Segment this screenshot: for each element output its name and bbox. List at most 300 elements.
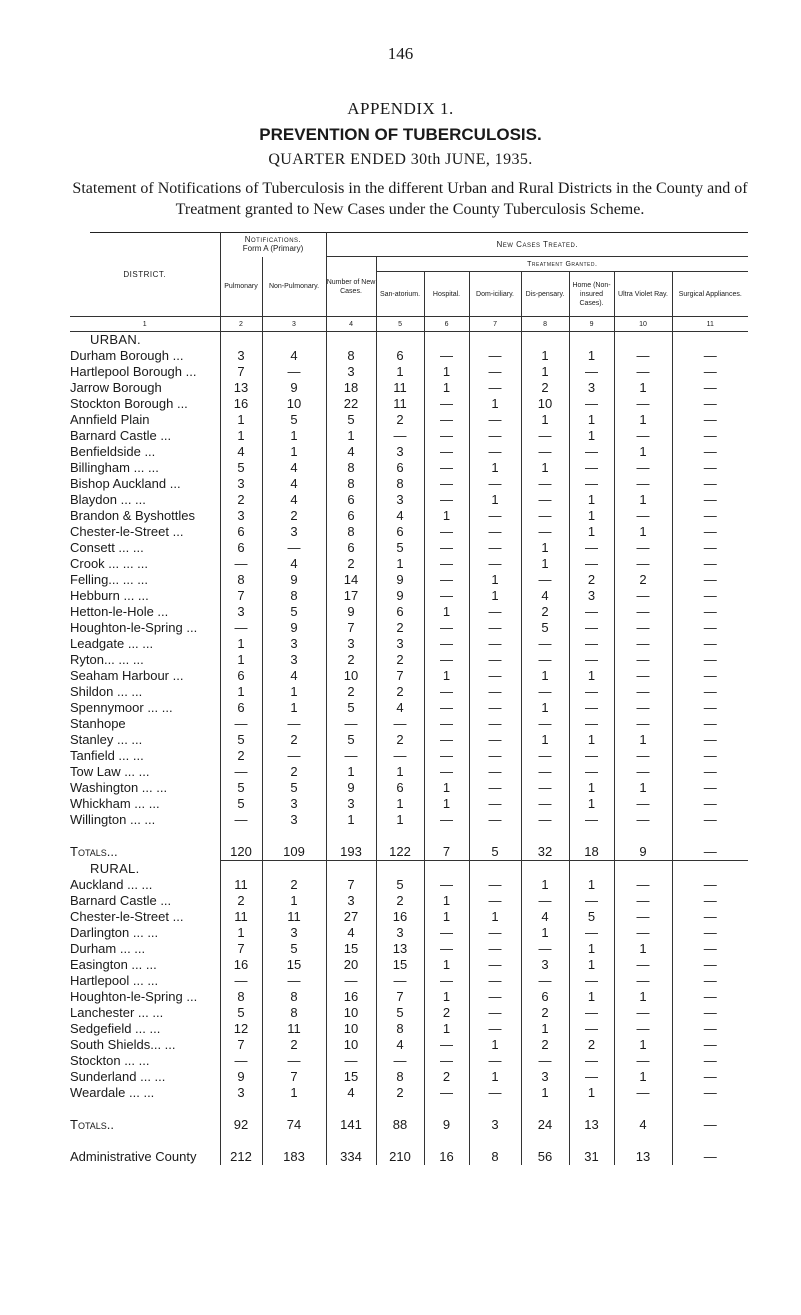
empty-cell	[469, 1101, 521, 1117]
table-cell: 7	[220, 941, 262, 957]
table-cell: 15	[262, 957, 326, 973]
table-cell: —	[424, 925, 469, 941]
district-name: Jarrow Borough	[70, 380, 162, 395]
table-cell: 6	[326, 492, 376, 508]
table-cell: 1	[614, 732, 672, 748]
table-cell: —	[469, 716, 521, 732]
table-cell: 2	[424, 1069, 469, 1085]
table-row	[70, 748, 748, 764]
urban-section	[70, 332, 748, 349]
empty-cell	[376, 828, 424, 844]
table-cell: —	[569, 444, 614, 460]
district-name: Hartlepool Borough ...	[70, 364, 197, 379]
empty-cell	[70, 828, 220, 844]
table-cell: —	[672, 636, 748, 652]
district-name: Hetton-le-Hole ...	[70, 604, 169, 619]
urban-section-label: URBAN.	[90, 332, 141, 347]
table-cell: 2	[376, 412, 424, 428]
table-cell: —	[672, 540, 748, 556]
table-cell: 13	[614, 1149, 672, 1165]
table-cell: 3	[262, 812, 326, 828]
table-cell: 3	[262, 524, 326, 540]
table-cell: 9	[376, 572, 424, 588]
empty-cell	[376, 1101, 424, 1117]
pulmonary-header: Pulmonary	[220, 257, 262, 317]
table-cell: 1	[521, 412, 569, 428]
table-cell: —	[262, 540, 326, 556]
table-cell: —	[220, 973, 262, 989]
table-cell: —	[424, 1037, 469, 1053]
table-cell: 4	[376, 508, 424, 524]
table-row	[70, 444, 748, 460]
table-cell: 9	[326, 780, 376, 796]
table-cell: 1	[262, 700, 326, 716]
table-cell: 8	[376, 476, 424, 492]
table-row	[70, 636, 748, 652]
empty-cell	[614, 861, 672, 878]
empty-cell	[672, 332, 748, 349]
table-cell: 4	[262, 348, 326, 364]
table-cell: —	[672, 588, 748, 604]
table-cell: —	[614, 748, 672, 764]
table-cell: 1	[569, 1085, 614, 1101]
district-name: Seaham Harbour ...	[70, 668, 184, 683]
table-cell: 1	[614, 780, 672, 796]
table-cell: —	[672, 700, 748, 716]
table-cell: —	[614, 1053, 672, 1069]
table-cell: 1	[521, 732, 569, 748]
table-cell: —	[672, 957, 748, 973]
table-cell: —	[614, 476, 672, 492]
rural-section	[70, 861, 748, 878]
table-cell: 2	[326, 684, 376, 700]
table-cell: 27	[326, 909, 376, 925]
table-row	[70, 476, 748, 492]
district-name: Darlington ... ...	[70, 925, 159, 940]
table-cell: —	[376, 428, 424, 444]
column-number: 9	[569, 317, 614, 332]
table-cell: 1	[614, 989, 672, 1005]
table-row	[70, 812, 748, 828]
table-cell: 16	[220, 957, 262, 973]
table-cell: —	[469, 877, 521, 893]
table-row	[70, 893, 748, 909]
empty-cell	[672, 1133, 748, 1149]
table-cell: 1	[569, 957, 614, 973]
district-name: Bishop Auckland ...	[70, 476, 181, 491]
table-cell: —	[469, 700, 521, 716]
district-name: Durham Borough ...	[70, 348, 184, 363]
table-cell: —	[672, 508, 748, 524]
table-cell: 5	[220, 460, 262, 476]
table-cell: 2	[220, 492, 262, 508]
empty-cell	[614, 1133, 672, 1149]
table-cell: 3	[376, 492, 424, 508]
table-cell: —	[569, 716, 614, 732]
table-cell: 2	[521, 604, 569, 620]
district-name: Auckland ... ...	[70, 877, 153, 892]
new-cases-header: New Cases Treated.	[326, 232, 748, 257]
district-name: Billingham ... ...	[70, 460, 159, 475]
table-row	[70, 396, 748, 412]
table-cell: —	[614, 652, 672, 668]
appendix-title: APPENDIX 1.	[347, 99, 454, 118]
table-cell: —	[569, 973, 614, 989]
table-cell: —	[614, 540, 672, 556]
table-cell: —	[469, 540, 521, 556]
table-cell: —	[672, 428, 748, 444]
table-cell: —	[424, 444, 469, 460]
table-cell: 13	[376, 941, 424, 957]
table-cell: 5	[220, 1005, 262, 1021]
table-cell: 1	[569, 428, 614, 444]
table-cell: —	[672, 989, 748, 1005]
table-cell: 2	[376, 1085, 424, 1101]
table-cell: 2	[376, 620, 424, 636]
table-cell: 2	[262, 508, 326, 524]
table-cell: 16	[424, 1149, 469, 1165]
table-cell: —	[521, 444, 569, 460]
table-cell: 3	[326, 636, 376, 652]
table-cell: 1	[569, 989, 614, 1005]
table-cell: 1	[469, 588, 521, 604]
table-cell: —	[424, 941, 469, 957]
district-name: Chester-le-Street ...	[70, 524, 184, 539]
table-cell: —	[521, 428, 569, 444]
table-cell: —	[569, 460, 614, 476]
empty-cell	[469, 861, 521, 878]
table-cell: —	[672, 396, 748, 412]
district-name: Administrative County	[70, 1149, 197, 1164]
table-cell: 8	[326, 524, 376, 540]
column-number: 3	[262, 317, 326, 332]
table-cell: 7	[326, 620, 376, 636]
table-cell: —	[469, 364, 521, 380]
table-cell: —	[376, 1053, 424, 1069]
empty-cell	[424, 861, 469, 878]
table-cell: 122	[376, 844, 424, 861]
table-cell: 11	[220, 909, 262, 925]
table-cell: —	[424, 556, 469, 572]
empty-cell	[521, 332, 569, 349]
district-name: Sunderland ... ...	[70, 1069, 166, 1084]
column-number: 11	[672, 317, 748, 332]
table-cell: —	[672, 364, 748, 380]
table-cell: —	[672, 620, 748, 636]
table-cell: —	[672, 556, 748, 572]
table-body	[70, 332, 748, 1166]
table-row	[70, 540, 748, 556]
table-cell: 1	[569, 796, 614, 812]
empty-cell	[672, 1101, 748, 1117]
table-cell: 8	[326, 476, 376, 492]
table-cell: —	[672, 941, 748, 957]
empty-cell	[262, 1133, 326, 1149]
table-cell: 7	[220, 1037, 262, 1053]
district-name: Felling... ... ...	[70, 572, 149, 587]
table-cell: 5	[521, 620, 569, 636]
table-row	[70, 684, 748, 700]
table-cell: 1	[424, 780, 469, 796]
table-cell: —	[424, 572, 469, 588]
table-cell: —	[614, 428, 672, 444]
table-cell: 9	[424, 1117, 469, 1133]
table-cell: 1	[614, 492, 672, 508]
table-cell: 1	[424, 380, 469, 396]
table-cell: 18	[326, 380, 376, 396]
table-cell: 1	[262, 444, 326, 460]
district-name: Easington ... ...	[70, 957, 157, 972]
table-cell: 1	[262, 428, 326, 444]
table-cell: 4	[521, 588, 569, 604]
table-cell: —	[424, 396, 469, 412]
empty-cell	[569, 1101, 614, 1117]
empty-cell	[569, 861, 614, 878]
empty-cell	[70, 1101, 220, 1117]
table-cell: 31	[569, 1149, 614, 1165]
table-cell: 4	[262, 476, 326, 492]
table-cell: —	[614, 812, 672, 828]
table-cell: 3	[262, 652, 326, 668]
table-cell: —	[424, 460, 469, 476]
table-cell: 1	[262, 684, 326, 700]
table-cell: 9	[326, 604, 376, 620]
admin-spacer	[70, 1133, 748, 1149]
table-cell: —	[614, 1085, 672, 1101]
table-cell: —	[469, 732, 521, 748]
table-cell: 7	[220, 364, 262, 380]
table-cell: 2	[424, 1005, 469, 1021]
table-row	[70, 877, 748, 893]
table-cell: —	[614, 764, 672, 780]
empty-cell	[521, 1133, 569, 1149]
table-cell: —	[376, 973, 424, 989]
table-row	[70, 412, 748, 428]
table-cell: —	[424, 524, 469, 540]
table-cell: —	[614, 396, 672, 412]
table-cell: 88	[376, 1117, 424, 1133]
table-cell: —	[469, 428, 521, 444]
table-cell: —	[672, 1069, 748, 1085]
table-row	[70, 764, 748, 780]
district-name: Houghton-le-Spring ...	[70, 989, 198, 1004]
table-cell: —	[469, 1085, 521, 1101]
table-cell: 10	[326, 668, 376, 684]
table-cell: —	[672, 796, 748, 812]
table-cell: 1	[569, 780, 614, 796]
table-cell: —	[469, 1053, 521, 1069]
table-cell: —	[376, 748, 424, 764]
table-cell: 1	[262, 893, 326, 909]
table-cell: —	[672, 684, 748, 700]
table-cell: —	[672, 909, 748, 925]
table-cell: —	[614, 1021, 672, 1037]
table-cell: 3	[469, 1117, 521, 1133]
table-row	[70, 364, 748, 380]
empty-cell	[220, 861, 262, 878]
table-row	[70, 1037, 748, 1053]
table-cell: 16	[376, 909, 424, 925]
table-cell: 1	[614, 380, 672, 396]
empty-cell	[220, 828, 262, 844]
table-cell: 7	[326, 877, 376, 893]
table-cell: 5	[262, 604, 326, 620]
table-cell: 6	[376, 780, 424, 796]
table-cell: —	[569, 556, 614, 572]
table-cell: 1	[614, 444, 672, 460]
district-name: Stockton Borough ...	[70, 396, 188, 411]
table-cell: —	[469, 684, 521, 700]
table-cell: 5	[376, 540, 424, 556]
table-cell: —	[469, 652, 521, 668]
table-cell: 109	[262, 844, 326, 861]
table-row	[70, 716, 748, 732]
table-cell: —	[469, 796, 521, 812]
table-cell: 8	[220, 989, 262, 1005]
table-cell: 1	[424, 1021, 469, 1037]
table-row	[70, 941, 748, 957]
table-row	[70, 460, 748, 476]
table-row	[70, 428, 748, 444]
table-cell: 1	[614, 1037, 672, 1053]
empty-cell	[424, 828, 469, 844]
table-cell: —	[672, 1117, 748, 1133]
table-cell: 7	[424, 844, 469, 861]
table-cell: 1	[521, 1021, 569, 1037]
table-row	[70, 700, 748, 716]
table-cell: 1	[220, 412, 262, 428]
table-cell: —	[469, 508, 521, 524]
table-cell: 1	[424, 364, 469, 380]
table-cell: 1	[326, 764, 376, 780]
table-cell: 6	[376, 604, 424, 620]
table-cell: 13	[220, 380, 262, 396]
table-cell: —	[672, 524, 748, 540]
table-cell: —	[469, 668, 521, 684]
table-cell: 5	[469, 844, 521, 861]
table-cell: —	[569, 604, 614, 620]
table-cell: —	[220, 620, 262, 636]
table-cell: 9	[262, 620, 326, 636]
table-cell: —	[262, 364, 326, 380]
table-cell: 1	[521, 877, 569, 893]
table-cell: 1	[469, 396, 521, 412]
table-cell: 4	[220, 444, 262, 460]
table-cell: 1	[326, 812, 376, 828]
empty-cell	[469, 828, 521, 844]
table-cell: —	[424, 764, 469, 780]
table-cell: —	[469, 1021, 521, 1037]
table-cell: —	[672, 732, 748, 748]
table-cell: —	[521, 716, 569, 732]
table-cell: —	[469, 380, 521, 396]
empty-cell	[262, 1101, 326, 1117]
district-name: Tow Law ... ...	[70, 764, 150, 779]
table-cell: 74	[262, 1117, 326, 1133]
table-cell: 1	[220, 652, 262, 668]
table-cell: 1	[220, 684, 262, 700]
table-cell: —	[469, 748, 521, 764]
table-cell: —	[424, 1085, 469, 1101]
table-cell: 183	[262, 1149, 326, 1165]
table-row	[70, 780, 748, 796]
table-cell: —	[672, 877, 748, 893]
table-row	[70, 973, 748, 989]
table-cell: —	[469, 973, 521, 989]
table-cell: —	[569, 396, 614, 412]
table-cell: —	[614, 668, 672, 684]
table-cell: —	[326, 748, 376, 764]
empty-cell	[424, 1133, 469, 1149]
district-name: Blaydon ... ...	[70, 492, 146, 507]
table-cell: 2	[326, 652, 376, 668]
district-name: Totals..	[70, 1117, 115, 1132]
table-cell: 2	[262, 877, 326, 893]
table-cell: 1	[326, 428, 376, 444]
table-cell: 4	[262, 492, 326, 508]
table-cell: —	[614, 556, 672, 572]
table-cell: 15	[376, 957, 424, 973]
table-cell: 6	[521, 989, 569, 1005]
table-cell: 5	[220, 732, 262, 748]
empty-cell	[326, 1101, 376, 1117]
district-name: Durham ... ...	[70, 941, 146, 956]
table-cell: —	[220, 716, 262, 732]
table-cell: —	[469, 524, 521, 540]
table-cell: 120	[220, 844, 262, 861]
table-cell: —	[469, 780, 521, 796]
table-cell: 5	[326, 700, 376, 716]
table-cell: 11	[376, 396, 424, 412]
surgical-header: Surgical Appliances.	[672, 272, 748, 317]
table-cell: —	[569, 540, 614, 556]
district-name: Whickham ... ...	[70, 796, 160, 811]
table-cell: —	[424, 973, 469, 989]
empty-cell	[262, 332, 326, 349]
treatment-granted-header: Treatment Granted.	[376, 257, 748, 272]
table-cell: 1	[469, 909, 521, 925]
table-cell: 1	[262, 1085, 326, 1101]
table-cell: 2	[326, 556, 376, 572]
table-cell: 3	[262, 796, 326, 812]
table-cell: 6	[376, 460, 424, 476]
table-cell: 8	[262, 989, 326, 1005]
table-row	[70, 556, 748, 572]
table-cell: —	[569, 1053, 614, 1069]
table-cell: 92	[220, 1117, 262, 1133]
table-cell: —	[469, 604, 521, 620]
table-cell: 6	[220, 540, 262, 556]
table-cell: 13	[569, 1117, 614, 1133]
column-number: 5	[376, 317, 424, 332]
table-cell: 3	[220, 604, 262, 620]
rural-section-label: RURAL.	[90, 860, 140, 876]
table-cell: 1	[614, 524, 672, 540]
table-cell: —	[672, 444, 748, 460]
table-cell: —	[424, 748, 469, 764]
table-cell: —	[262, 748, 326, 764]
table-cell: 8	[376, 1069, 424, 1085]
district-name: Sedgefield ... ...	[70, 1021, 161, 1036]
empty-cell	[376, 861, 424, 878]
table-cell: 5	[262, 412, 326, 428]
empty-cell	[262, 861, 326, 878]
table-cell: —	[569, 1069, 614, 1085]
table-cell: —	[469, 764, 521, 780]
table-cell: 2	[376, 893, 424, 909]
district-name: Benfieldside ...	[70, 444, 156, 459]
table-cell: —	[672, 1053, 748, 1069]
